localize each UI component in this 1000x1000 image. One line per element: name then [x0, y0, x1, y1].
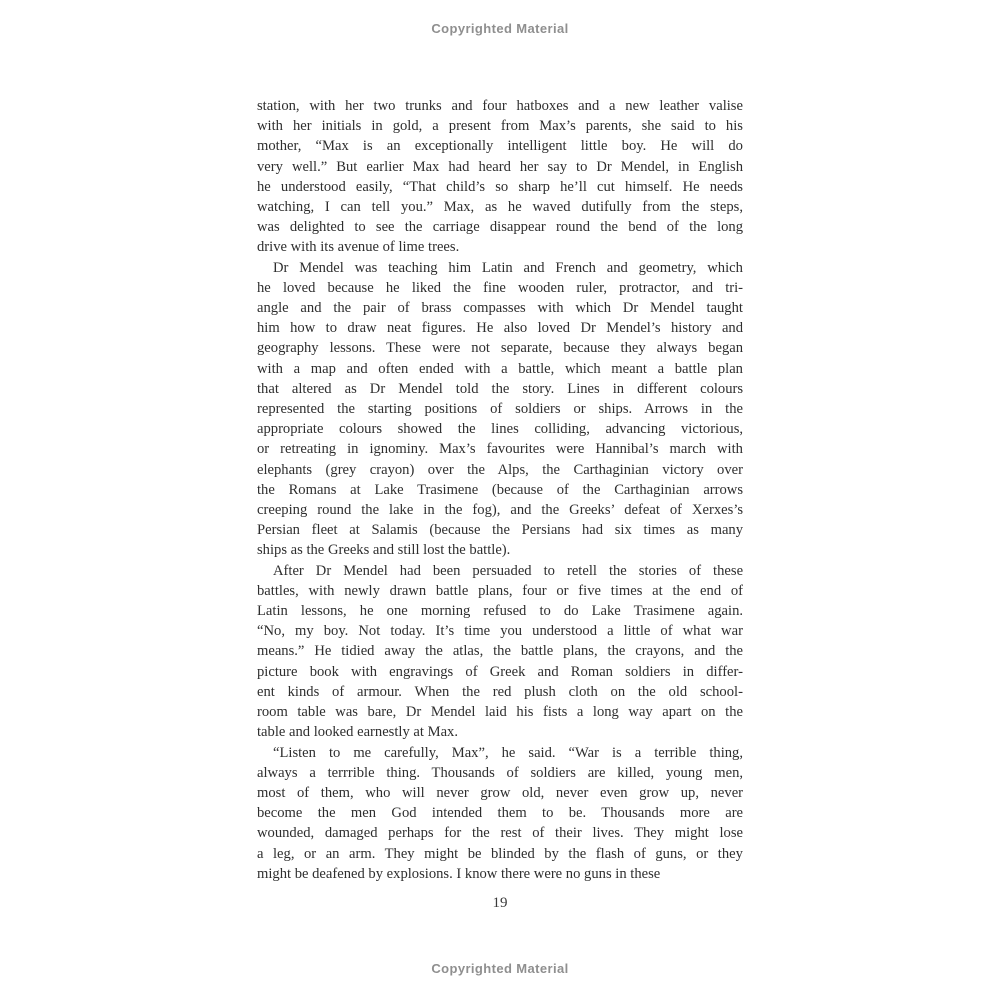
- text-line: wounded, damaged perhaps for the rest of their lives. They might lose: [257, 825, 743, 842]
- text-line: with her initials in gold, a present from Max’s parents, she said to his: [257, 118, 743, 135]
- text-line: battles, with newly drawn battle plans, four or five times at the end of: [257, 582, 744, 599]
- text-line: ships as the Greeks and still lost the battle).: [257, 542, 511, 559]
- text-line: appropriate colours showed the lines colliding, advancing victorious,: [257, 421, 744, 438]
- text-line: with a map and often ended with a battle, which meant a battle plan: [257, 360, 743, 377]
- text-line: geography lessons. These were not separate, because they always began: [257, 340, 744, 357]
- text-line: he loved because he liked the fine wooden ruler, protractor, and tri-: [257, 279, 744, 296]
- text-line: a leg, or an arm. They might be blinded by the flash of guns, or they: [257, 845, 743, 862]
- text-line: always a terrrible thing. Thousands of soldiers are killed, young men,: [257, 764, 744, 781]
- text-line: might be deafened by explosions. I know there were no guns in these: [257, 865, 661, 882]
- text-block: [257, 96, 743, 884]
- text-line: or retreating in ignominy. Max’s favourites were Hannibal’s march with: [257, 441, 743, 458]
- text-line: “No, my boy. Not today. It’s time you understood a little of what war: [257, 623, 743, 640]
- text-line: angle and the pair of brass compasses with which Dr Mendel taught: [257, 300, 743, 317]
- text-line: After Dr Mendel had been persuaded to retell the stories of these: [273, 562, 744, 579]
- text-line: room table was bare, Dr Mendel laid his fists a long way apart on the: [257, 704, 743, 721]
- paragraph: [257, 258, 743, 561]
- text-line: was delighted to see the carriage disappear round the bend of the long: [257, 219, 744, 236]
- text-line: station, with her two trunks and four hatboxes and a new leather valise: [257, 98, 743, 114]
- paragraph: [257, 743, 743, 884]
- text-line: “Listen to me carefully, Max”, he said. “War is a terrible thing,: [273, 744, 744, 761]
- text-line: watching, I can tell you.” Max, as he waved dutifully from the steps,: [257, 199, 743, 216]
- text-line: table and looked earnestly at Max.: [257, 724, 458, 741]
- paragraph: [257, 96, 743, 258]
- text-line: drive with its avenue of lime trees.: [257, 239, 460, 256]
- text-line: that altered as Dr Mendel told the story. Lines in different colours: [257, 380, 744, 397]
- text-line: he understood easily, “That child’s so sharp he’ll cut himself. He needs: [257, 178, 743, 195]
- text-line: represented the starting positions of soldiers or ships. Arrows in the: [257, 401, 743, 418]
- text-line: Latin lessons, he one morning refused to do Lake Trasimene again.: [257, 603, 744, 620]
- paragraph: [257, 561, 743, 743]
- text-line: Dr Mendel was teaching him Latin and French and geometry, which: [273, 259, 743, 276]
- text-line: Persian fleet at Salamis (because the Persians had six times as many: [257, 522, 744, 539]
- text-line: the Romans at Lake Trasimene (because of the Carthaginian arrows: [257, 481, 744, 498]
- text-line: most of them, who will never grow old, never even grow up, never: [257, 784, 744, 801]
- text-line: ent kinds of armour. When the red plush cloth on the old school-: [257, 683, 743, 700]
- text-line: means.” He tidied away the atlas, the battle plans, the crayons, and the: [257, 643, 744, 660]
- text-line: mother, “Max is an exceptionally intelligent little boy. He will do: [257, 138, 743, 155]
- text-line: creeping round the lake in the fog), and the Greeks’ defeat of Xerxes’s: [257, 502, 744, 519]
- text-line: very well.” But earlier Max had heard her say to Dr Mendel, in English: [257, 158, 744, 175]
- text-line: picture book with engravings of Greek and Roman soldiers in differ-: [257, 663, 743, 680]
- text-line: elephants (grey crayon) over the Alps, the Carthaginian victory over: [257, 461, 743, 478]
- text-line: become the men God intended them to be. Thousands more are: [257, 805, 744, 822]
- copyright-watermark-top: Copyrighted Material: [431, 21, 569, 36]
- text-line: him how to draw neat figures. He also loved Dr Mendel’s history and: [257, 320, 744, 337]
- copyright-watermark-bottom: Copyrighted Material: [431, 961, 569, 976]
- page-number: 19: [492, 895, 508, 911]
